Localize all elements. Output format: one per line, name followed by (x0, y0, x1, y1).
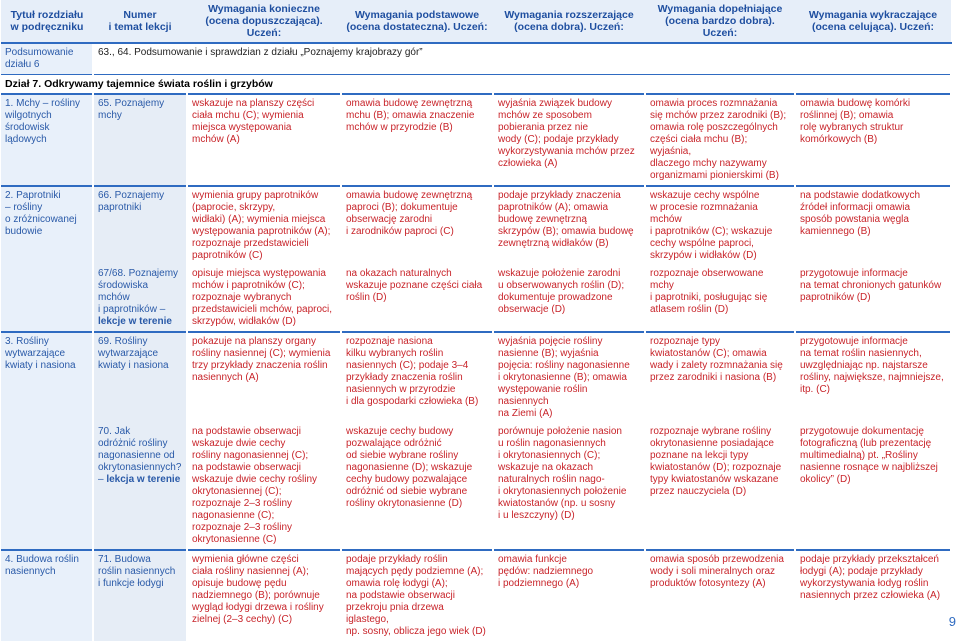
basic-cell: podaje przykłady roślin mających pędy podziemne (A); omawia rolę łodygi (A); na podstawie obserwacji przekroju pnia drzewa iglastego, np. sosny, oblicza jego wiek (D) (341, 550, 493, 641)
lesson-cell: 65. Poznajemy mchy (93, 94, 187, 186)
complementary-cell: rozpoznaje obserwowane mchy i paprotniki, posługując się atlasem roślin (D) (645, 265, 795, 332)
summary-chapter: Podsumowanie działu 6 (1, 43, 93, 75)
header-complementary: Wymagania dopełniające (ocena bardzo dobra). Uczeń: (645, 0, 795, 43)
table-row (1, 423, 951, 550)
chapter-cell: 1. Mchy – rośliny wilgotnych środowisk lądowych (1, 94, 93, 186)
chapter-cell: 3. Rośliny wytwarzające kwiaty i nasiona (1, 332, 93, 423)
chapter-cell (1, 423, 93, 550)
basic-cell: omawia budowę zewnętrzną mchu (B); omawia znaczenie mchów w przyrodzie (B) (341, 94, 493, 186)
header-extended: Wymagania rozszerzające (ocena dobra). Uczeń: (493, 0, 645, 43)
basic-cell: omawia budowę zewnętrzną paproci (B); dokumentuje obserwację zarodni i zarodników paproci (C) (341, 186, 493, 265)
lesson-cell (93, 265, 187, 332)
header-row (1, 0, 951, 43)
required-cell: wymienia główne części ciała rośliny nasiennej (A); opisuje budowę pędu nadziemnego (B); porównuje wygląd łodygi drzewa i rośliny zielnej (2–3 cechy) (C) (187, 550, 341, 641)
summary-row (1, 43, 951, 75)
lesson-cell (93, 423, 187, 550)
table-row (1, 332, 951, 423)
lesson-field-trip: lekcje w terenie (98, 316, 172, 327)
chapter-cell: 2. Paprotniki – rośliny o zróżnicowanej budowie (1, 186, 93, 265)
extended-cell: podaje przykłady znaczenia paprotników (A); omawia budowę zewnętrzną skrzypów (B); omawia budowę zewnętrzną widłaków (B) (493, 186, 645, 265)
chapter-cell (1, 265, 93, 332)
required-cell: pokazuje na planszy organy rośliny nasiennej (C); wymienia trzy przykłady znaczenia roślin nasiennych (A) (187, 332, 341, 423)
chapter-cell: 4. Budowa roślin nasiennych (1, 550, 93, 641)
header-basic: Wymagania podstawowe (ocena dostateczna). Uczeń: (341, 0, 493, 43)
requirements-table (1, 0, 952, 641)
complementary-cell: rozpoznaje wybrane rośliny okrytonasienne posiadające poznane na lekcji typy kwiatostanów (D); rozpoznaje typy kwiatostanów wskazane przez nauczyciela (D) (645, 423, 795, 550)
exceeding-cell: przygotowuje dokumentację fotograficzną (lub prezentację multimedialną) pt. „Rośliny nasienne rosnące w najbliższej okolicy” (D) (795, 423, 951, 550)
complementary-cell: wskazuje cechy wspólne w procesie rozmnażania mchów i paprotników (C); wskazuje cechy wspólne paproci, skrzypów i widłaków (D) (645, 186, 795, 265)
lesson-cell: 69. Rośliny wytwarzające kwiaty i nasiona (93, 332, 187, 423)
table-row (1, 94, 951, 186)
extended-cell: porównuje położenie nasion u roślin nagonasiennych i okrytonasiennych (C); wskazuje na okazach naturalnych roślin nago- i okrytonasiennych położenie kwiatostanów (np. u sosny i u leszczyny) (D) (493, 423, 645, 550)
header-chapter: Tytuł rozdziału w podręczniku (1, 0, 93, 43)
required-cell: wskazuje na planszy części ciała mchu (C); wymienia miejsca występowania mchów (A) (187, 94, 341, 186)
section-title: Dział 7. Odkrywamy tajemnice świata roślin i grzybów (1, 75, 951, 95)
basic-cell: na okazach naturalnych wskazuje poznane części ciała roślin (D) (341, 265, 493, 332)
exceeding-cell: przygotowuje informacje na temat chronionych gatunków paprotników (D) (795, 265, 951, 332)
exceeding-cell: omawia budowę komórki roślinnej (B); omawia rolę wybranych struktur komórkowych (B) (795, 94, 951, 186)
complementary-cell: omawia proces rozmnażania się mchów przez zarodniki (B); omawia rolę poszczególnych części ciała mchu (B); wyjaśnia, dlaczego mchy nazywamy organizmami pionierskimi (B) (645, 94, 795, 186)
page-number: 9 (948, 614, 956, 629)
required-cell: opisuje miejsca występowania mchów i paprotników (C); rozpoznaje wybranych przedstawicieli mchów, paproci, skrzypów, widłaków (D) (187, 265, 341, 332)
required-cell: wymienia grupy paprotników (paprocie, skrzypy, widłaki) (A); wymienia miejsca występowania paprotników (A); rozpoznaje przedstawicieli paprotników (C) (187, 186, 341, 265)
table-row (1, 186, 951, 265)
extended-cell: wyjaśnia pojęcie rośliny nasienne (B); wyjaśnia pojęcia: rośliny nagonasienne i okrytonasienne (B); omawia występowanie roślin nasiennych na Ziemi (A) (493, 332, 645, 423)
header-required: Wymagania konieczne (ocena dopuszczająca). Uczeń: (187, 0, 341, 43)
lesson-text: 70. Jak odróżnić rośliny nagonasienne od okrytonasiennych? – (98, 426, 182, 485)
table-row (1, 265, 951, 332)
complementary-cell: rozpoznaje typy kwiatostanów (C); omawia wady i zalety rozmnażania się przez zarodniki i nasiona (B) (645, 332, 795, 423)
basic-cell: wskazuje cechy budowy pozwalające odróżnić od siebie wybrane rośliny nagonasienne (D); wskazuje cechy budowy pozwalające odróżnić od siebie wybrane rośliny okrytonasienne (D) (341, 423, 493, 550)
exceeding-cell: podaje przykłady przekształceń łodygi (A); podaje przykłady wykorzystywania łodyg roślin nasiennych przez człowieka (A) (795, 550, 951, 641)
table-row (1, 550, 951, 641)
lesson-text: 67/68. Poznajemy środowiska mchów i paprotników – (98, 268, 179, 315)
basic-cell: rozpoznaje nasiona kilku wybranych roślin nasiennych (C); podaje 3–4 przykłady znaczenia roślin nasiennych w przyrodzie i dla gospodarki człowieka (B) (341, 332, 493, 423)
header-exceeding: Wymagania wykraczające (ocena celująca). Uczeń: (795, 0, 951, 43)
extended-cell: omawia funkcje pędów: nadziemnego i podziemnego (A) (493, 550, 645, 641)
summary-lesson: 63., 64. Podsumowanie i sprawdzian z działu „Poznajemy krajobrazy gór” (93, 43, 951, 75)
extended-cell: wskazuje położenie zarodni u obserwowanych roślin (D); dokumentuje prowadzone obserwacje (D) (493, 265, 645, 332)
exceeding-cell: przygotowuje informacje na temat roślin nasiennych, uwzględniając np. najstarsze rośliny, największe, najmniejsze, itp. (C) (795, 332, 951, 423)
required-cell: na podstawie obserwacji wskazuje dwie cechy rośliny nagonasiennej (C); na podstawie obserwacji wskazuje dwie cechy rośliny okrytonasiennej (C); rozpoznaje 2–3 rośliny nagonasienne (C); rozpoznaje 2–3 rośliny okrytonasienne (C) (187, 423, 341, 550)
header-lesson: Numer i temat lekcji (93, 0, 187, 43)
lesson-cell: 66. Poznajemy paprotniki (93, 186, 187, 265)
section-row (1, 75, 951, 95)
extended-cell: wyjaśnia związek budowy mchów ze sposobem pobierania przez nie wody (C); podaje przykłady wykorzystywania mchów przez człowieka (A) (493, 94, 645, 186)
lesson-field-trip: lekcja w terenie (106, 474, 181, 485)
lesson-cell: 71. Budowa roślin nasiennych i funkcje łodygi (93, 550, 187, 641)
exceeding-cell: na podstawie dodatkowych źródeł informacji omawia sposób powstania węgla kamiennego (B) (795, 186, 951, 265)
complementary-cell: omawia sposób przewodzenia wody i soli mineralnych oraz produktów fotosyntezy (A) (645, 550, 795, 641)
